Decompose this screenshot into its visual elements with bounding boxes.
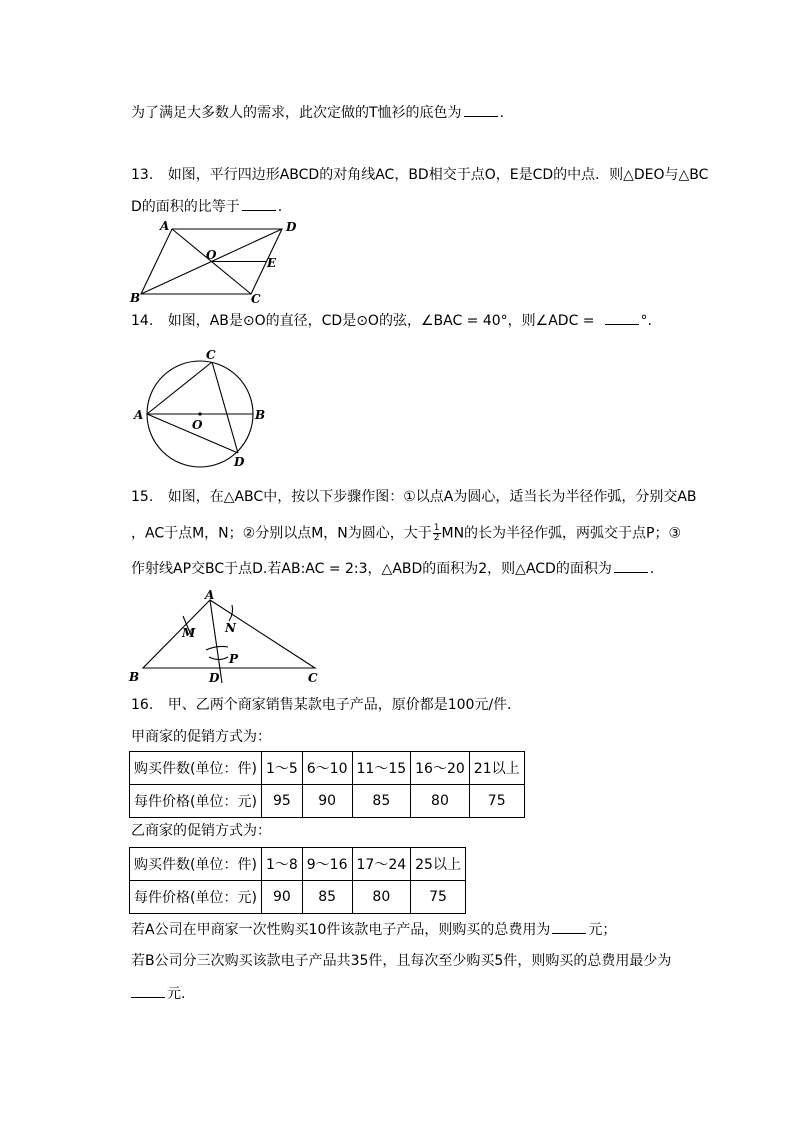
center-point [198,412,201,415]
q15-text-line2b: MN的长为半径作弧，两弧交于点P；③ [441,525,682,542]
q16-part1-text: 若A公司在甲商家一次性购买10件该款电子产品，则购买的总费用为 [131,922,551,938]
jia-promo-table [129,751,525,818]
q13-line1 [131,166,708,184]
table-cell: 每件价格(单位：元) [130,881,262,914]
q16-part1: 若A公司在甲商家一次性购买10件该款电子产品，则购买的总费用为 元； [131,922,617,938]
table-row [130,881,466,914]
label-d: D [209,671,220,685]
q15-triangle-figure [125,585,335,685]
q16-part2 [131,952,671,970]
label-c: C [251,292,261,306]
q16-part2-text: 若B公司分三次购买该款电子产品共35件，且每次至少购买5件，则购买的总费用最少为 [131,953,672,969]
q12-tail-text: 为了满足大多数人的需求，此次定做的T恤衫的底色为 [131,105,462,121]
q14-circle-figure [128,345,278,475]
q15-line1 [131,488,697,506]
label-p: P [229,652,239,666]
label-a: A [134,408,144,422]
table-cell: 85 [352,785,411,818]
label-b: B [130,291,141,305]
label-o: O [192,418,203,432]
label-a: A [205,588,215,602]
answer-blank[interactable] [614,560,648,573]
answer-blank[interactable] [464,104,498,117]
q14-number: 14. [131,313,154,329]
label-e: E [267,256,277,270]
table-cell: 75 [411,881,466,914]
label-n: N [225,621,236,635]
label-o: O [206,248,217,262]
answer-blank[interactable] [242,198,276,211]
chord-ac [147,362,212,414]
q16-number: 16. [131,697,154,713]
q13-line2: D的面积的比等于 . [131,199,283,215]
table-cell: 6～10 [302,752,352,785]
table-cell: 75 [469,785,524,818]
table-row [130,848,466,881]
q15-text-line2a: ，AC于点M，N；②分别以点M，N为圆心，大于 [131,525,432,542]
q13-number: 13. [131,167,154,183]
q15-line3: 作射线AP交BC于点D.若AB:AC = 2:3，△ABD的面积为2，则△ACD的面积为 . [131,561,655,577]
q13-text-line1: 如图，平行四边形ABCD的对角线AC，BD相交于点O，E是CD的中点．则△DEO与△BC [167,167,709,183]
label-m: M [182,626,196,640]
table-cell: 80 [352,881,411,914]
label-b: B [129,670,140,684]
answer-blank[interactable] [605,312,639,325]
table-cell: 购买件数(单位：件) [130,848,262,881]
q14-line: 14. 如图，AB是⊙O的直径，CD是⊙O的弦，∠BAC = 40°，则∠ADC = °. [131,313,652,329]
table-cell: 1～5 [261,752,302,785]
table-cell: 90 [261,881,302,914]
table-cell: 17～24 [352,848,411,881]
label-b: B [255,408,266,422]
q16-text: 甲、乙两个商家销售某款电子产品，原价都是100元/件． [167,697,522,713]
jia-title: 甲商家的促销方式为： [131,729,271,745]
q12-tail-line: 为了满足大多数人的需求，此次定做的T恤衫的底色为 . [131,105,505,121]
label-a: A [160,219,170,233]
table-row [130,752,525,785]
q16-line [131,696,521,714]
answer-blank[interactable] [131,985,165,998]
table-cell: 16～20 [411,752,470,785]
q13-text-line2: D的面积的比等于 [131,199,240,215]
table-cell: 11～15 [352,752,411,785]
q14-text: 如图，AB是⊙O的直径，CD是⊙O的弦，∠BAC = 40°，则∠ADC = [167,313,595,329]
table-cell: 80 [411,785,470,818]
table-cell: 每件价格(单位：元) [130,785,262,818]
q16-part2-answer: 元. [131,985,185,1003]
table-cell: 90 [302,785,352,818]
yi-title: 乙商家的促销方式为： [131,823,271,839]
yi-promo-table [129,847,466,914]
table-cell: 25以上 [411,848,466,881]
table-cell: 9～16 [302,848,352,881]
q15-number: 15. [131,489,154,505]
table-cell: 21以上 [469,752,524,785]
table-cell: 95 [261,785,302,818]
table-row [130,785,525,818]
q15-line2 [131,524,681,543]
label-d: D [234,455,245,469]
answer-blank[interactable] [552,921,586,934]
label-c: C [308,671,318,685]
q15-text-line1: 如图，在△ABC中，按以下步骤作图：①以点A为圆心，适当长为半径作弧，分别交AB [167,489,697,505]
q15-text-line3: 作射线AP交BC于点D.若AB:AC = 2:3，△ABD的面积为2，则△ACD的面积为 [131,561,612,577]
table-cell: 购买件数(单位：件) [130,752,262,785]
chord-cd [212,362,238,453]
fraction-one-half: $\frac{1}{2}$ [433,523,440,543]
q13-parallelogram-figure [120,218,320,308]
table-cell: 85 [302,881,352,914]
label-d: D [286,220,297,234]
table-cell: 1～8 [261,848,302,881]
label-c: C [206,348,216,362]
